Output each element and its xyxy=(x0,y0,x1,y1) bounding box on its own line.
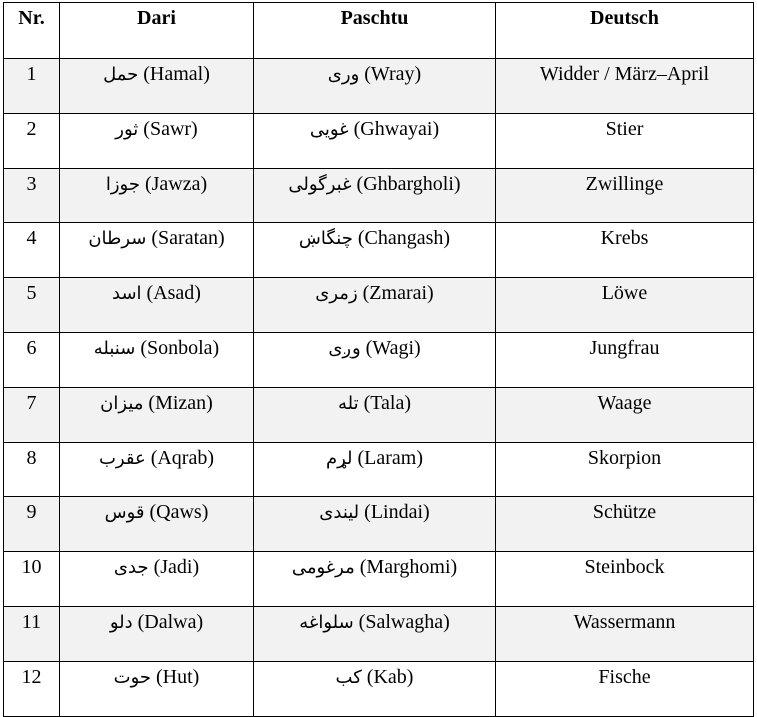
table-row xyxy=(4,442,754,497)
dari-native-name: جوزا xyxy=(105,173,140,195)
dari-transliteration: (Aqrab) xyxy=(150,446,215,469)
dari-transliteration: (Mizan) xyxy=(148,391,213,414)
header-dari: Dari xyxy=(60,3,254,59)
dari-cell xyxy=(60,332,254,387)
deutsch-cell: Wassermann xyxy=(496,606,754,661)
dari-cell xyxy=(60,606,254,661)
paschtu-transliteration: (Tala) xyxy=(363,391,412,414)
dari-cell xyxy=(60,387,254,442)
paschtu-native-name: زمری xyxy=(315,283,358,305)
dari-native-name: دلو xyxy=(109,611,133,633)
dari-transliteration: (Asad) xyxy=(146,282,201,305)
dari-native-name: اسد xyxy=(112,283,142,305)
deutsch-cell: Skorpion xyxy=(496,442,754,497)
deutsch-cell: Jungfrau xyxy=(496,332,754,387)
header-paschtu: Paschtu xyxy=(254,3,496,59)
row-number: 4 xyxy=(4,223,60,278)
dari-native-name: ثور xyxy=(115,118,139,140)
paschtu-cell xyxy=(254,661,496,716)
dari-cell xyxy=(60,168,254,223)
row-number: 1 xyxy=(4,59,60,114)
deutsch-cell: Widder / März–April xyxy=(496,59,754,114)
paschtu-transliteration: (Lindai) xyxy=(364,501,430,524)
dari-transliteration: (Saratan) xyxy=(151,227,225,250)
paschtu-native-name: چنگاښ xyxy=(298,228,353,250)
row-number: 8 xyxy=(4,442,60,497)
paschtu-transliteration: (Ghwayai) xyxy=(353,117,440,140)
paschtu-native-name: غویی xyxy=(309,118,349,140)
dari-cell xyxy=(60,497,254,552)
dari-native-name: جدی xyxy=(113,557,149,579)
row-number: 5 xyxy=(4,278,60,333)
paschtu-cell xyxy=(254,497,496,552)
dari-transliteration: (Hamal) xyxy=(143,63,210,85)
dari-transliteration: (Dalwa) xyxy=(137,610,204,633)
paschtu-native-name: کب xyxy=(335,666,362,688)
paschtu-transliteration: (Ghbargholi) xyxy=(356,172,461,195)
row-number: 11 xyxy=(4,606,60,661)
table-row xyxy=(4,387,754,442)
table-row xyxy=(4,113,754,168)
dari-transliteration: (Jawza) xyxy=(144,172,208,195)
dari-cell xyxy=(60,661,254,716)
table-body xyxy=(4,59,754,717)
paschtu-native-name: سلواغه xyxy=(299,611,354,633)
deutsch-cell: Stier xyxy=(496,113,754,168)
paschtu-native-name: وږی xyxy=(328,337,361,359)
paschtu-native-name: غبرگولی xyxy=(288,173,352,195)
table-row xyxy=(4,606,754,661)
deutsch-cell: Löwe xyxy=(496,278,754,333)
dari-native-name: حمل xyxy=(103,64,139,85)
table-row xyxy=(4,332,754,387)
table-row xyxy=(4,168,754,223)
paschtu-transliteration: (Kab) xyxy=(366,665,414,688)
paschtu-native-name: لیندی xyxy=(319,502,360,524)
paschtu-cell xyxy=(254,332,496,387)
zodiac-table xyxy=(3,2,754,717)
paschtu-transliteration: (Zmarai) xyxy=(362,282,434,305)
table-row xyxy=(4,552,754,607)
dari-cell xyxy=(60,223,254,278)
dari-transliteration: (Jadi) xyxy=(153,556,200,579)
row-number: 2 xyxy=(4,113,60,168)
deutsch-cell: Fische xyxy=(496,661,754,716)
table-row xyxy=(4,59,754,114)
paschtu-native-name: لړم xyxy=(325,447,353,469)
dari-cell xyxy=(60,278,254,333)
row-number: 9 xyxy=(4,497,60,552)
row-number: 12 xyxy=(4,661,60,716)
paschtu-transliteration: (Laram) xyxy=(357,446,424,469)
header-row xyxy=(4,3,754,59)
dari-cell xyxy=(60,113,254,168)
deutsch-cell: Steinbock xyxy=(496,552,754,607)
row-number: 7 xyxy=(4,387,60,442)
table-row xyxy=(4,497,754,552)
paschtu-cell xyxy=(254,59,496,114)
paschtu-transliteration: (Wray) xyxy=(364,63,422,85)
table-row xyxy=(4,278,754,333)
paschtu-transliteration: (Marghomi) xyxy=(359,556,458,579)
header-nr: Nr. xyxy=(4,3,60,59)
dari-cell xyxy=(60,552,254,607)
dari-native-name: حوت xyxy=(113,666,152,688)
dari-transliteration: (Qaws) xyxy=(149,501,209,524)
paschtu-cell xyxy=(254,113,496,168)
dari-transliteration: (Sonbola) xyxy=(140,336,220,359)
dari-native-name: عقرب xyxy=(98,447,146,469)
paschtu-transliteration: (Salwagha) xyxy=(358,610,450,633)
deutsch-cell: Waage xyxy=(496,387,754,442)
paschtu-native-name: وری xyxy=(327,64,360,85)
deutsch-cell: Krebs xyxy=(496,223,754,278)
dari-transliteration: (Hut) xyxy=(156,665,200,688)
deutsch-cell: Schütze xyxy=(496,497,754,552)
paschtu-cell xyxy=(254,168,496,223)
row-number: 3 xyxy=(4,168,60,223)
dari-transliteration: (Sawr) xyxy=(143,117,198,140)
dari-native-name: میزان xyxy=(100,392,144,414)
paschtu-transliteration: (Changash) xyxy=(357,227,451,250)
dari-cell xyxy=(60,442,254,497)
paschtu-native-name: مرغومی xyxy=(291,557,355,579)
paschtu-cell xyxy=(254,442,496,497)
paschtu-native-name: تله xyxy=(337,392,359,414)
paschtu-cell xyxy=(254,552,496,607)
dari-native-name: قوس xyxy=(104,502,145,524)
deutsch-cell: Zwillinge xyxy=(496,168,754,223)
header-deutsch: Deutsch xyxy=(496,3,754,59)
paschtu-cell xyxy=(254,387,496,442)
row-number: 10 xyxy=(4,552,60,607)
row-number: 6 xyxy=(4,332,60,387)
table-row xyxy=(4,661,754,716)
table-row xyxy=(4,223,754,278)
dari-native-name: سرطان xyxy=(88,228,147,250)
paschtu-cell xyxy=(254,278,496,333)
paschtu-transliteration: (Wagi) xyxy=(365,336,421,359)
paschtu-cell xyxy=(254,606,496,661)
paschtu-cell xyxy=(254,223,496,278)
dari-cell xyxy=(60,59,254,114)
dari-native-name: سنبله xyxy=(93,337,136,359)
